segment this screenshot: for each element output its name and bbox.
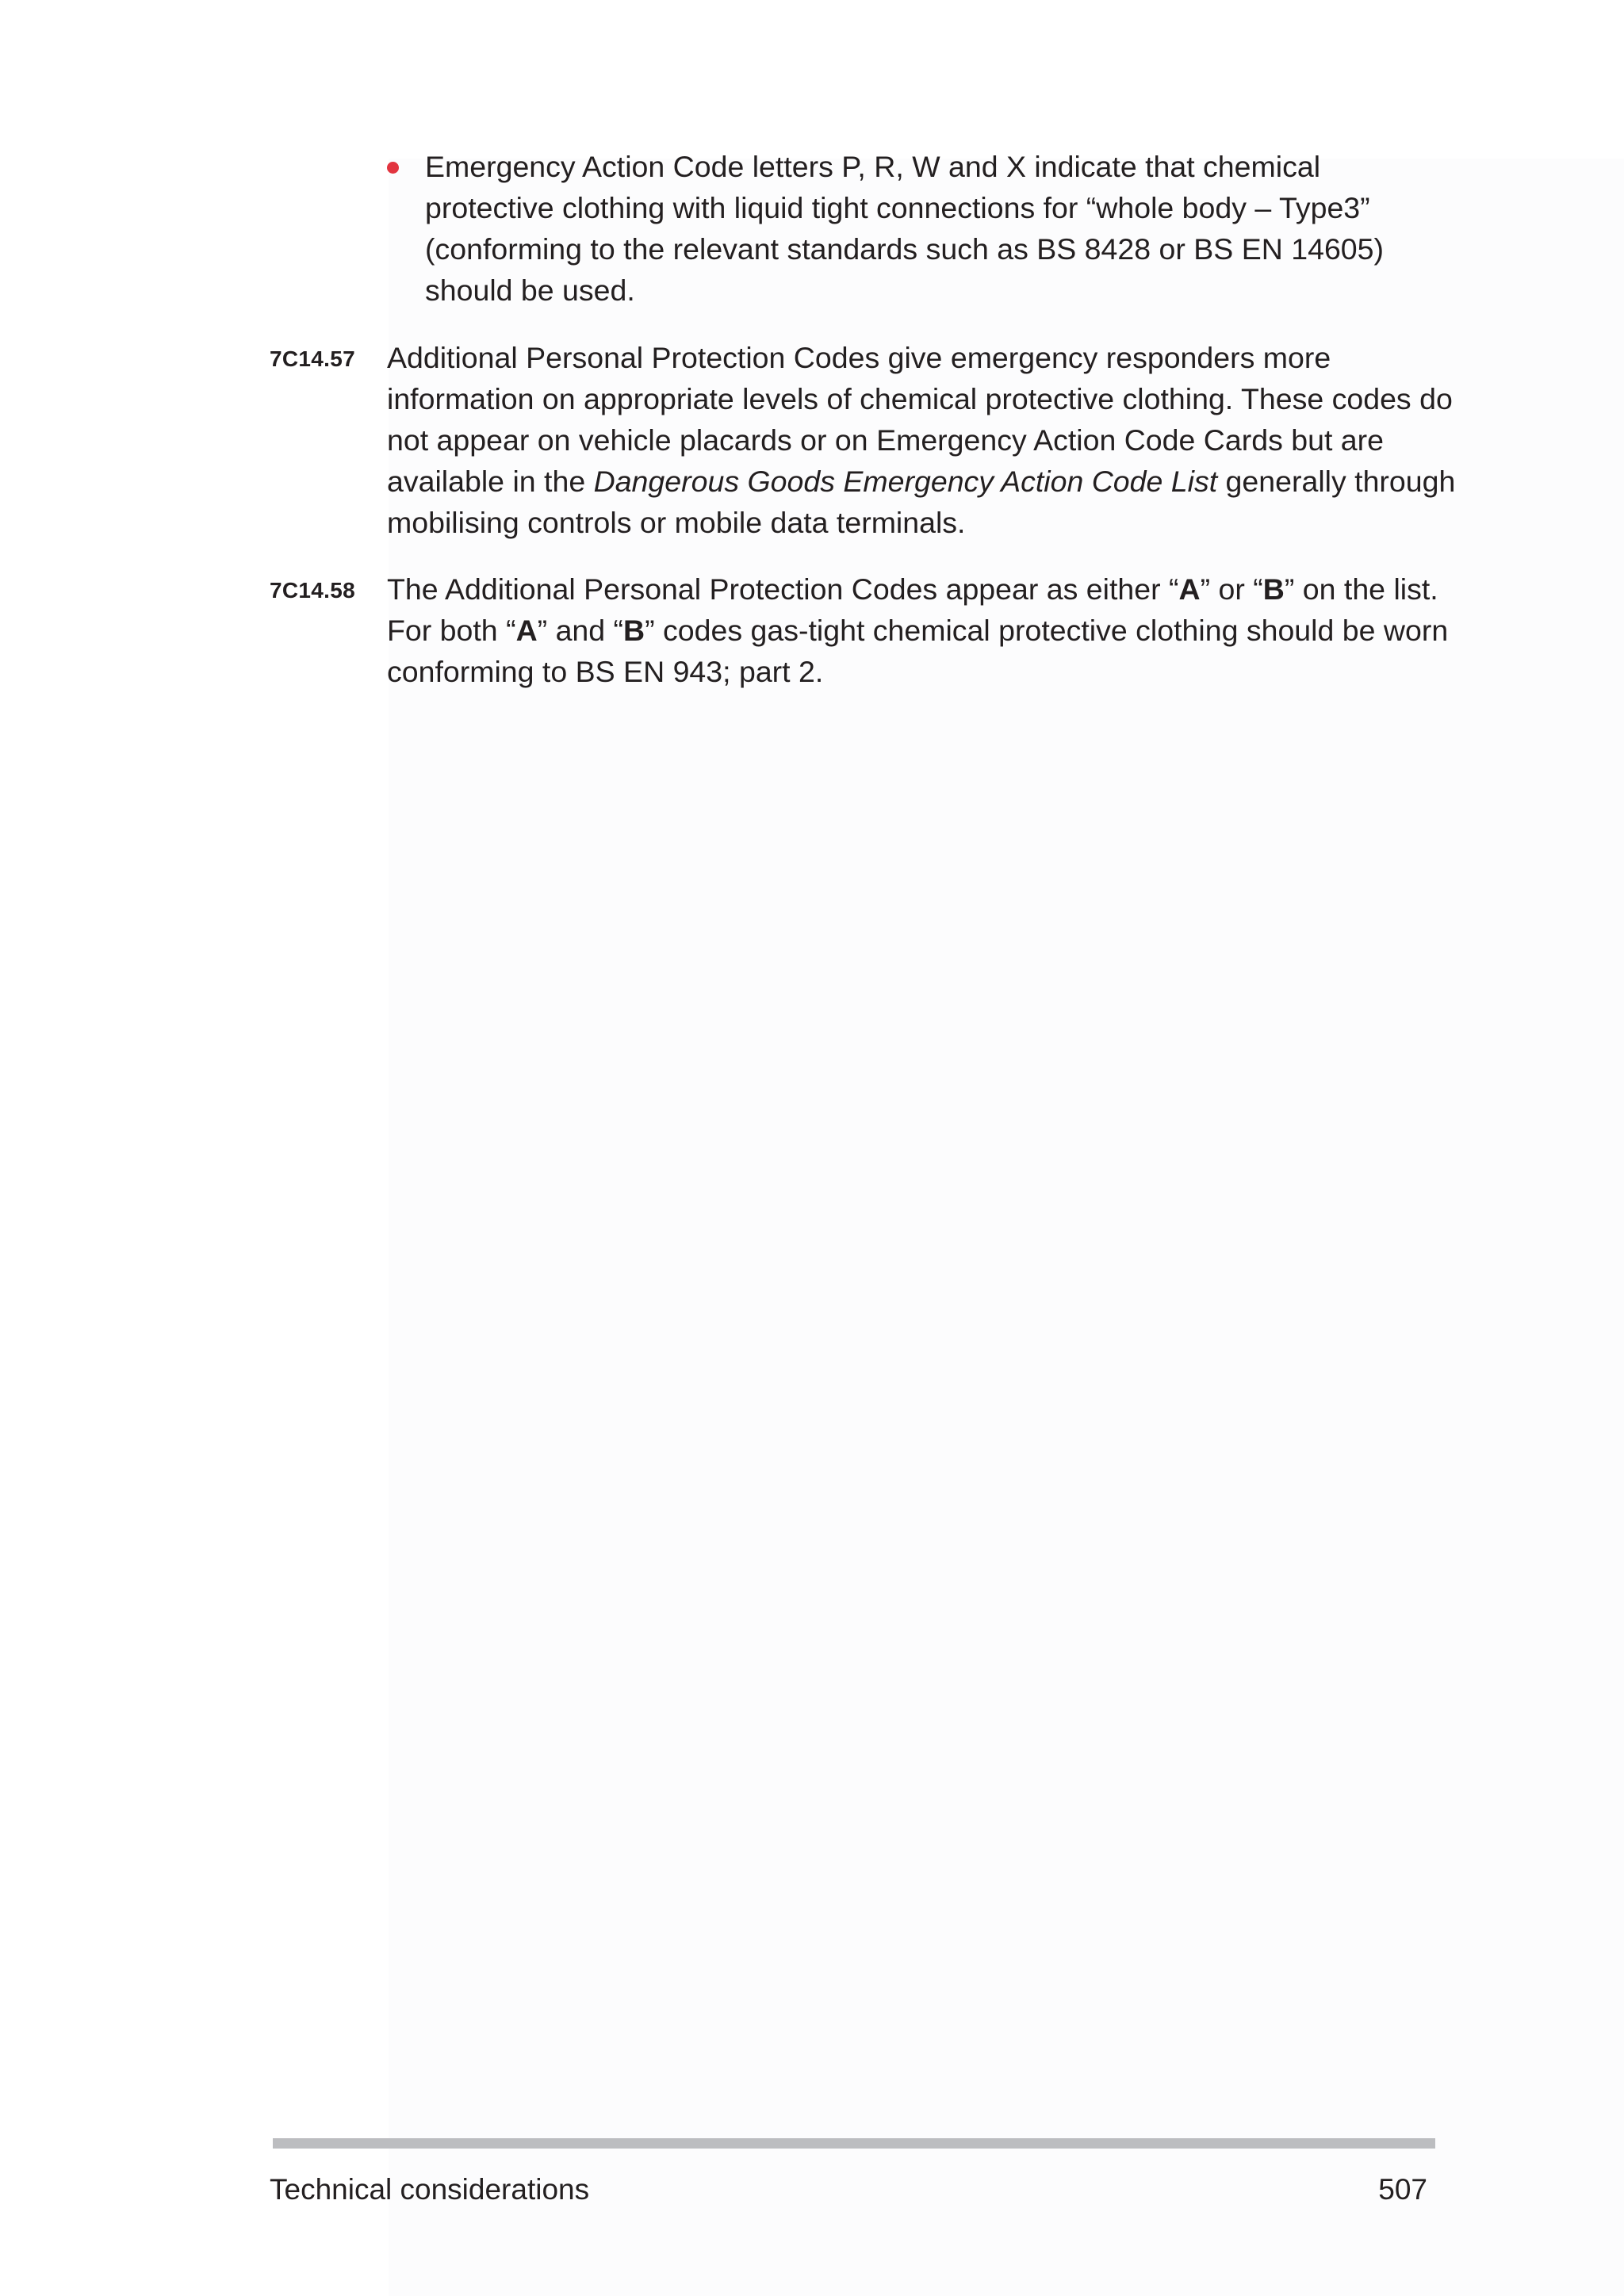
paragraph-text-part: The Additional Personal Protection Codes appear as either “ [387, 572, 1179, 606]
code-letter: B [623, 614, 645, 647]
footer-rule [273, 2138, 1435, 2149]
paragraph-text-part: ” and “ [537, 614, 624, 647]
page-number: 507 [1378, 2173, 1427, 2206]
paragraph-text-part: ” on the list. For both “ [387, 572, 1438, 647]
footer-section-title: Technical considerations [270, 2173, 590, 2206]
paragraph-text-part: Additional Personal Protection Codes give emergency responders more information on appropriate levels of chemical protective clothing. These codes do not appear on vehicle placards or on Emergency Action Code Cards but are available in the [387, 341, 1453, 498]
paragraph-number: 7C14.57 [270, 346, 355, 371]
paragraph-text [387, 337, 1481, 543]
bullet-text: Emergency Action Code letters P, R, W and X indicate that chemical protective clothing with liquid tight connections for “whole body – Type3” (conforming to the relevant standards such as BS 8428 or BS EN 14605) should be used. [425, 150, 1385, 307]
paragraph-text-part: ” codes gas-tight chemical protective clothing should be worn conforming to BS EN 943; part 2. [387, 614, 1449, 688]
paragraph-text-part: ” or “ [1200, 572, 1263, 606]
code-letter: A [515, 614, 538, 647]
code-letter: B [1262, 572, 1285, 606]
publication-title: Dangerous Goods Emergency Action Code List [593, 465, 1218, 498]
bullet-dot-icon [387, 162, 399, 174]
paragraph-text-part: generally through mobilising controls or mobile data terminals. [387, 465, 1456, 539]
paragraph-text [387, 568, 1481, 692]
code-letter: A [1178, 572, 1201, 606]
paragraph-number: 7C14.58 [270, 578, 355, 603]
